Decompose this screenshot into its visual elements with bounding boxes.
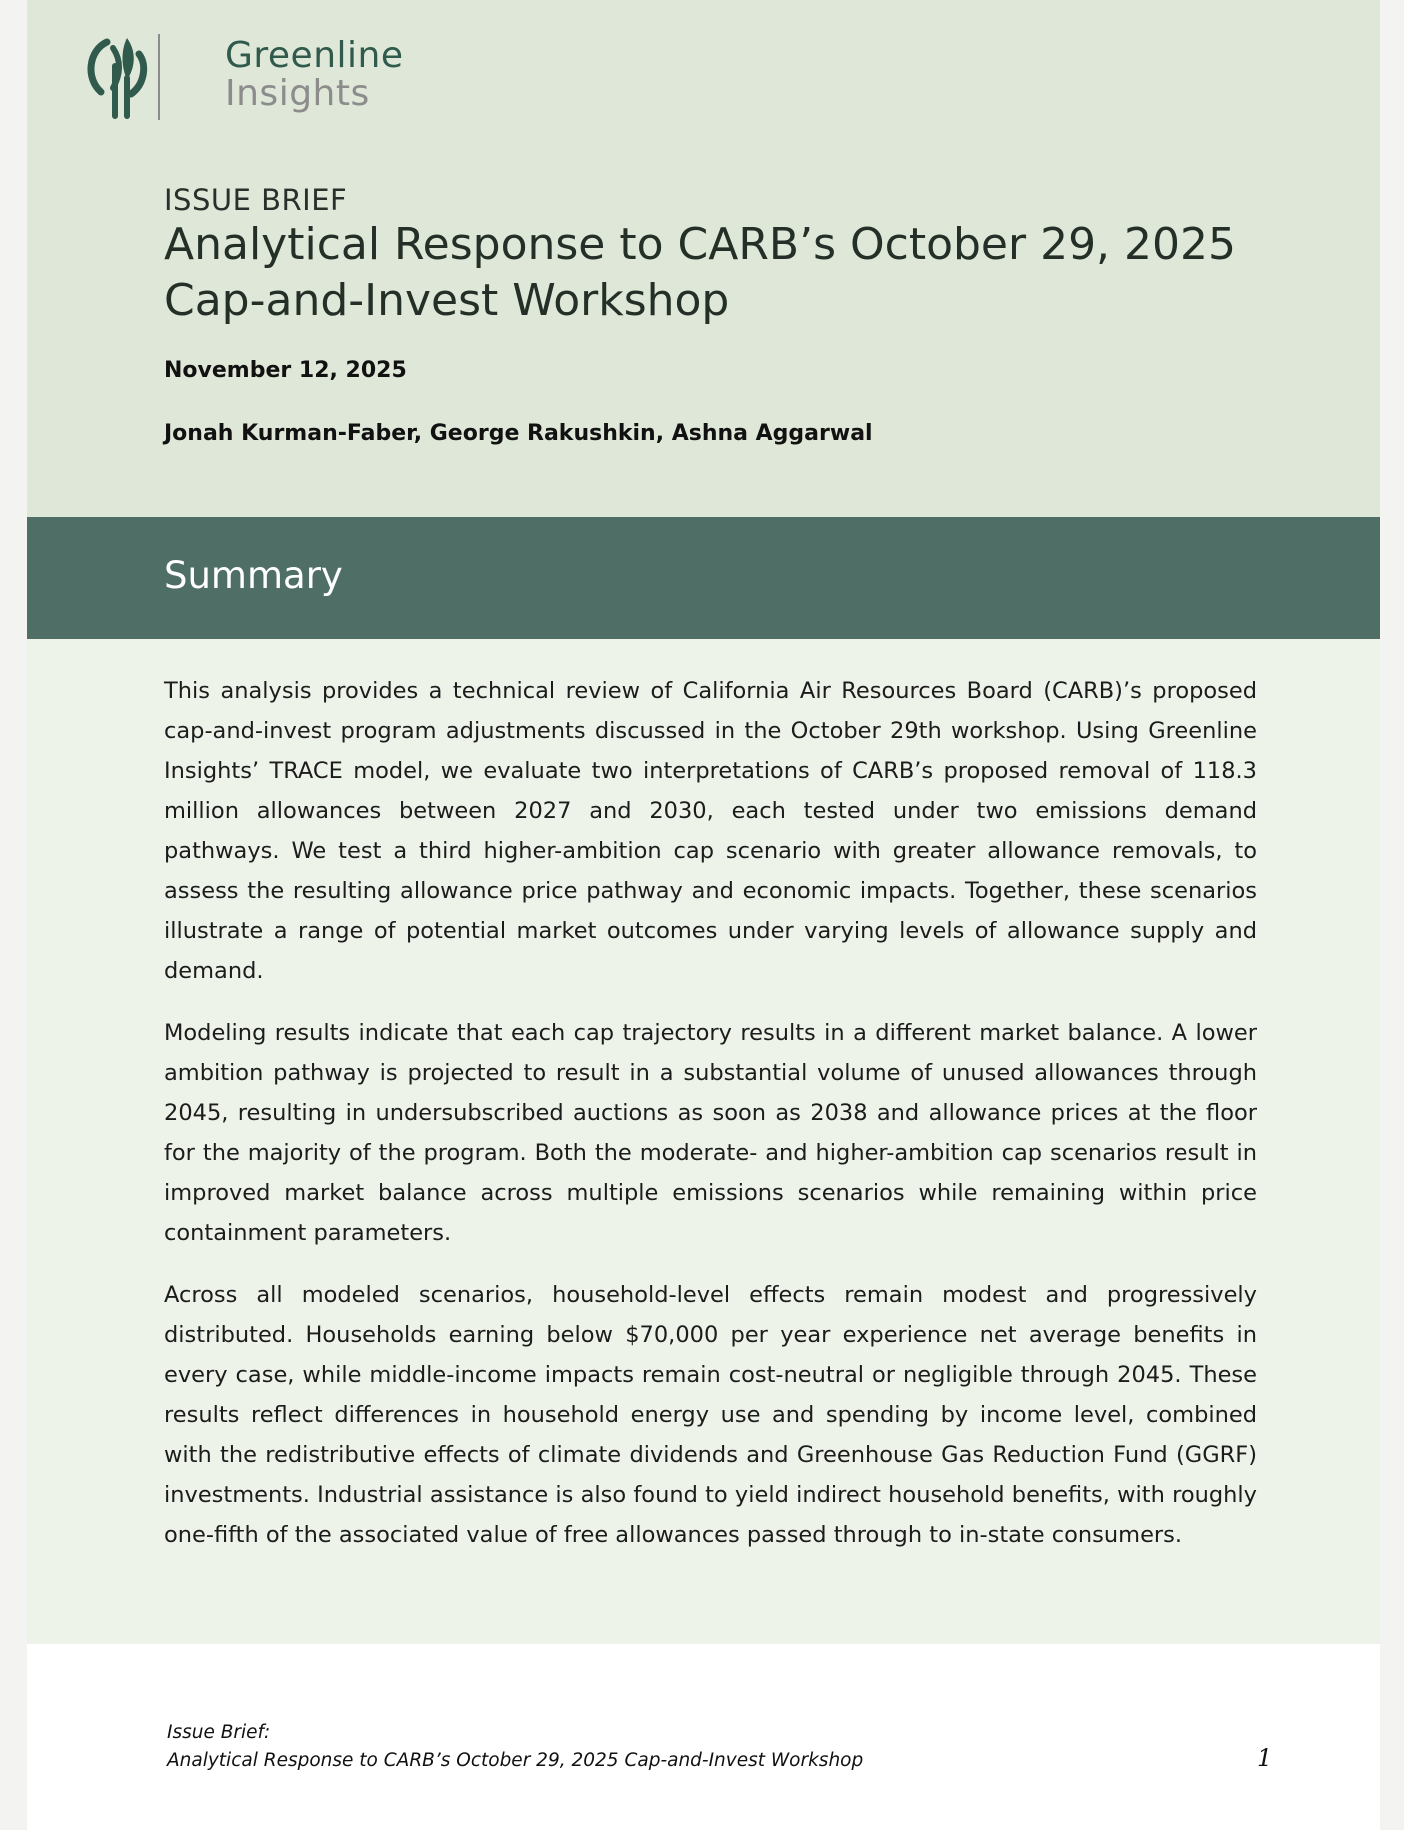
publication-date: November 12, 2025 <box>164 358 407 383</box>
header-band <box>27 0 1380 517</box>
footer-document-title: Analytical Response to CARB’s October 29, 2025 Cap-and-Invest Workshop <box>167 1750 864 1771</box>
summary-paragraph: Modeling results indicate that each cap trajectory results in a different market balance. A lower ambition pathway is projected to result in a substantial volume of unused allowances through 2045, resulting in undersubscribed auctions as soon as 2038 and allowance prices at the floor for the majority of the program. Both the moderate- and higher-ambition cap scenarios result in improved market balance across multiple emissions scenarios while remaining within price containment parameters. <box>164 1020 1257 1246</box>
author-list: Jonah Kurman-Faber, George Rakushkin, Ashna Aggarwal <box>164 421 873 446</box>
brand-name-line2: Insights <box>225 73 370 114</box>
summary-paragraph: Across all modeled scenarios, household-level effects remain modest and progressively distributed. Households earning below $70,000 per year experience net average benefits in every case, while middle-income impacts remain cost-neutral or negligible through 2045. These results reflect differences in household energy use and spending by income level, combined with the redistributive effects of climate dividends and Greenhouse Gas Reduction Fund (GGRF) investments. Industrial assistance is also found to yield indirect household benefits, with roughly one-fifth of the associated value of free allowances passed through to in-state consumers. <box>164 1282 1257 1548</box>
footer-label: Issue Brief: <box>167 1722 271 1743</box>
sprout-icon <box>77 30 217 125</box>
brand-name-line1: Greenline <box>225 35 404 76</box>
summary-heading: Summary <box>164 554 343 597</box>
document-type-label: ISSUE BRIEF <box>164 183 348 217</box>
brand-logo <box>77 30 404 125</box>
page-footer <box>167 1719 863 1775</box>
brand-wordmark <box>225 35 404 114</box>
summary-text <box>164 671 1257 1577</box>
page <box>27 0 1380 1830</box>
page-number: 1 <box>1257 1744 1273 1772</box>
page-title: Analytical Response to CARB’s October 29, 2025 Cap-and-Invest Workshop <box>164 219 1237 326</box>
summary-paragraph: This analysis provides a technical review of California Air Resources Board (CARB)’s proposed cap-and-invest program adjustments discussed in the October 29th workshop. Using Greenline Insights’ TRACE model, we evaluate two interpretations of CARB’s proposed removal of 118.3 million allowances between 2027 and 2030, each tested under two emissions demand pathways. We test a third higher-ambition cap scenario with greater allowance removals, to assess the resulting allowance price pathway and economic impacts. Together, these scenarios illustrate a range of potential market outcomes under varying levels of allowance supply and demand. <box>164 678 1257 984</box>
